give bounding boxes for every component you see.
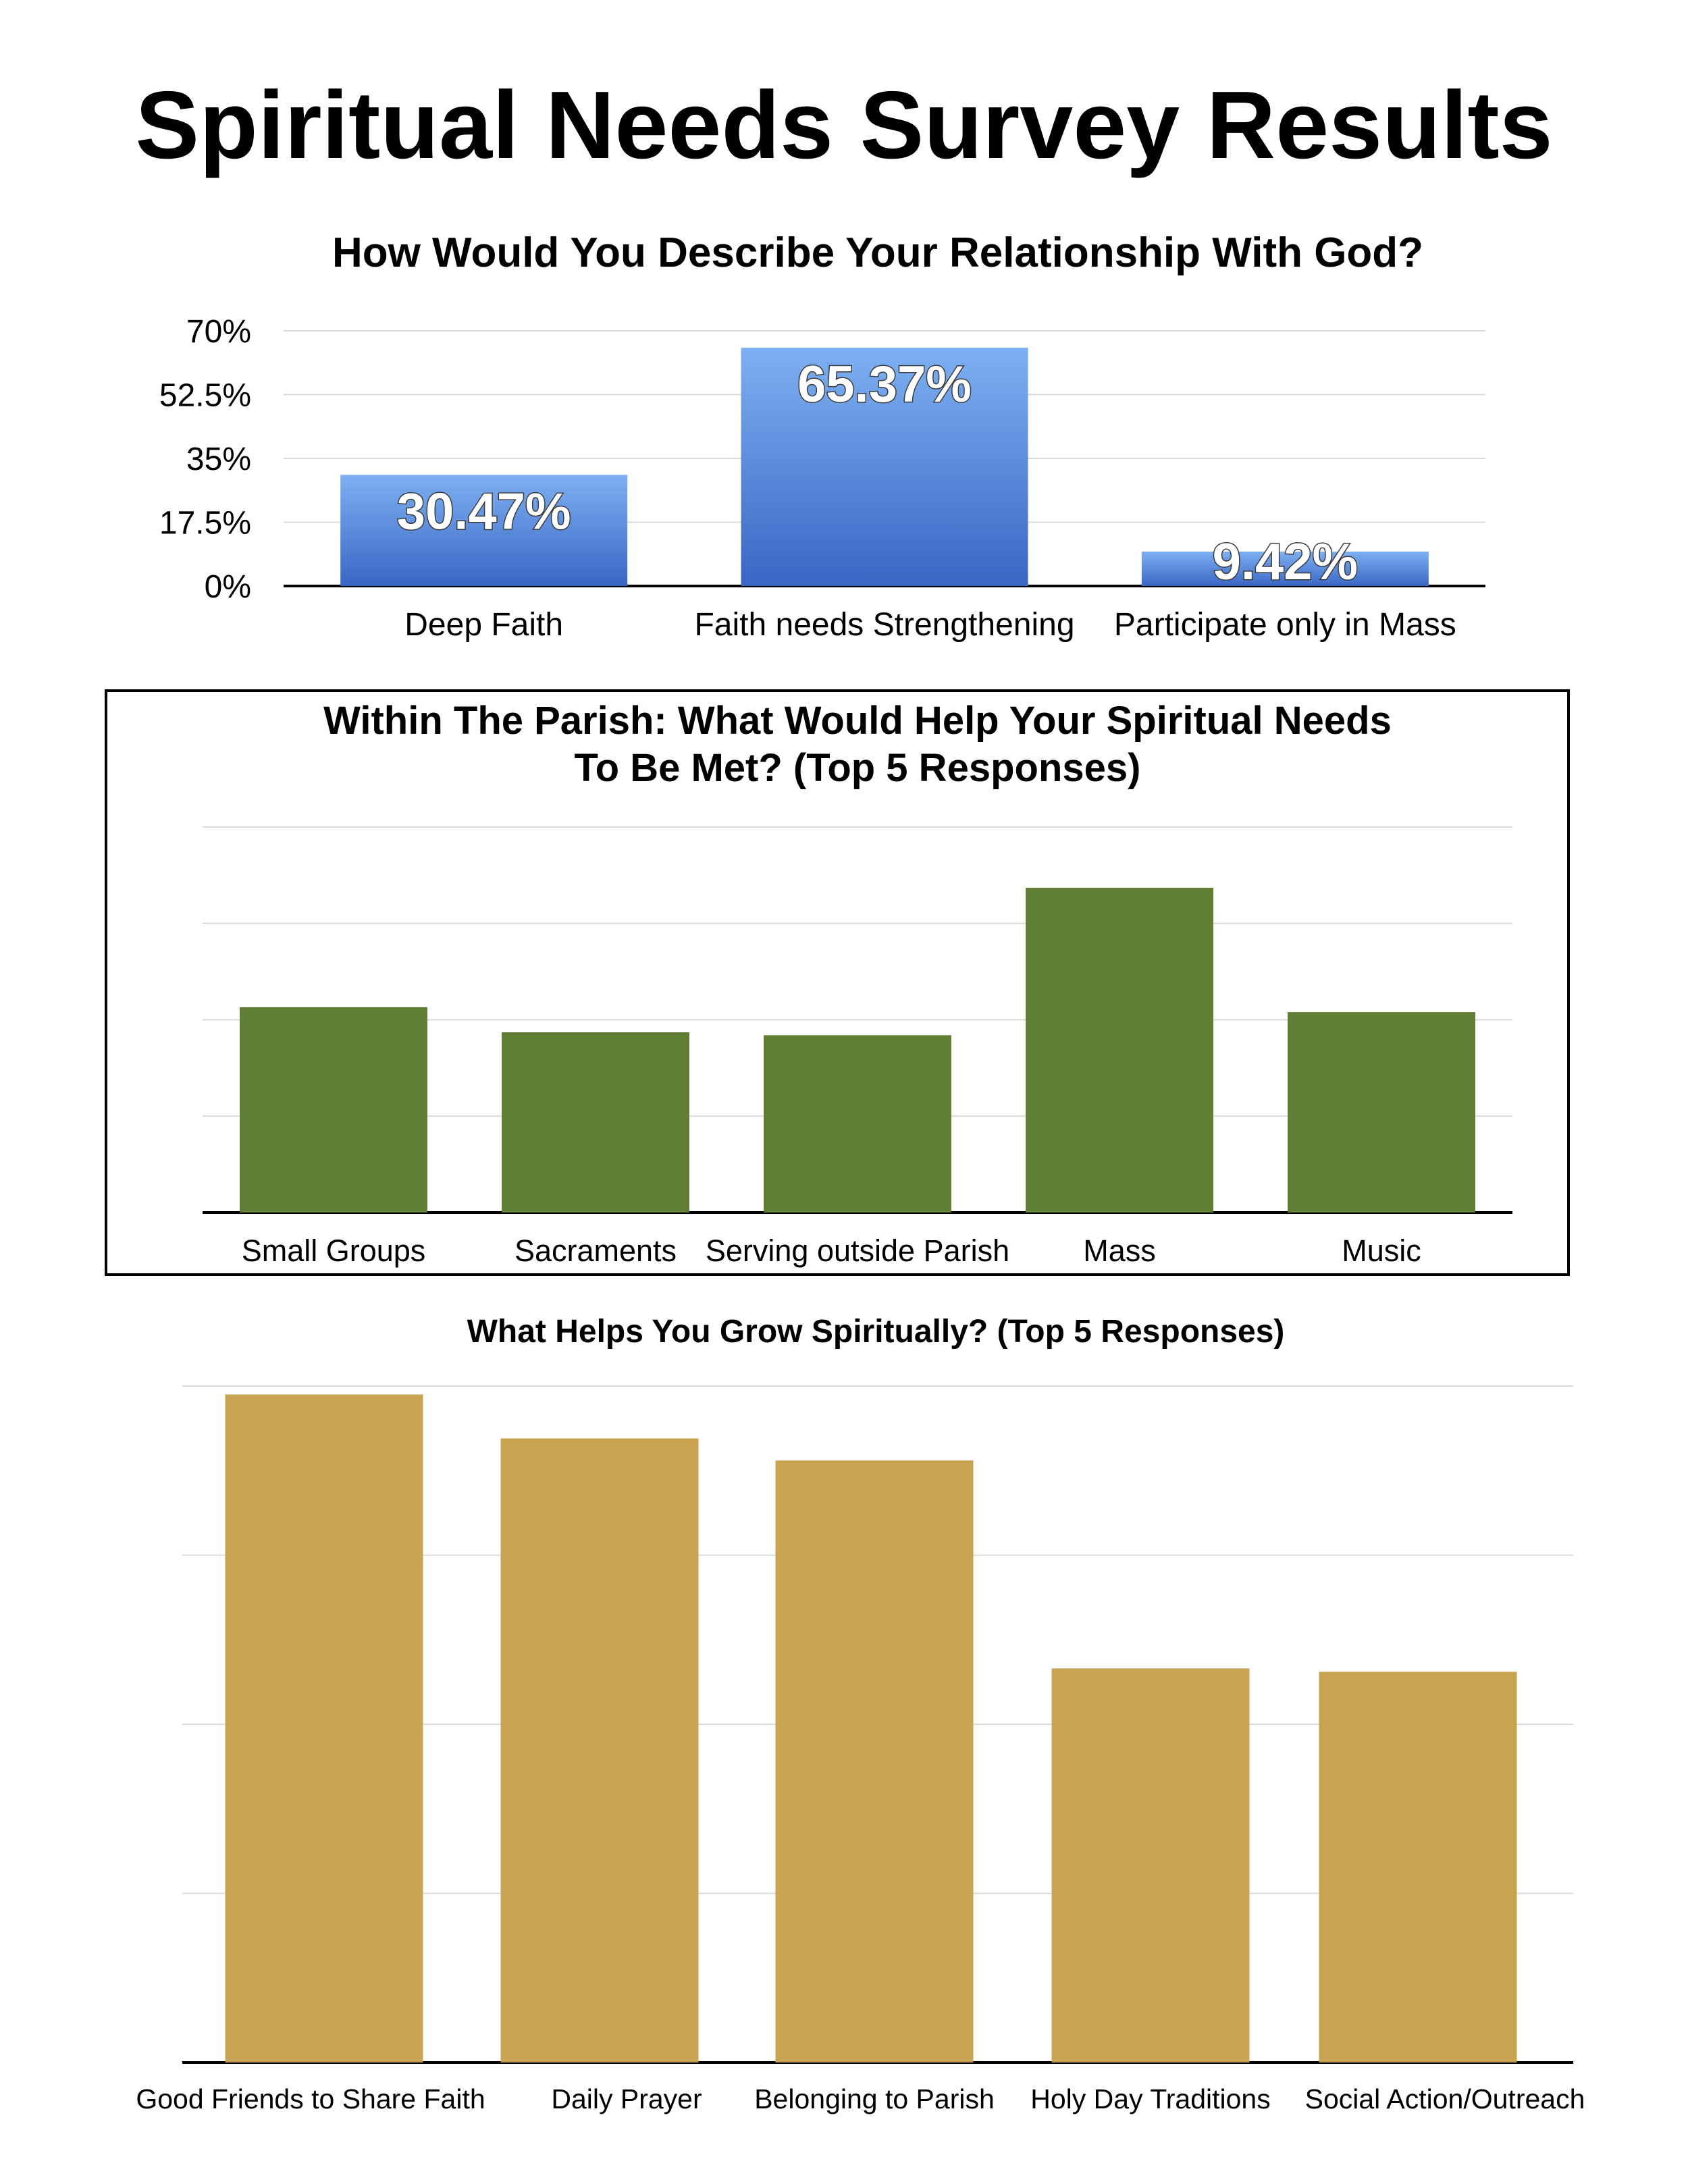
chart-title-line2: To Be Met? (Top 5 Responses) bbox=[574, 746, 1141, 790]
x-tick-label: Faith needs Strengthening bbox=[694, 607, 1075, 643]
x-tick-label: Belonging to Parish bbox=[754, 2083, 995, 2114]
x-tick-label: Participate only in Mass bbox=[1113, 607, 1456, 643]
x-tick-label: Sacraments bbox=[514, 1233, 677, 1268]
y-tick-label: 17.5% bbox=[159, 505, 251, 541]
x-tick-label: Serving outside Parish bbox=[705, 1233, 1010, 1268]
y-tick-label: 52.5% bbox=[159, 377, 251, 414]
x-tick-label: Mass bbox=[1083, 1233, 1156, 1268]
x-tick-label: Daily Prayer bbox=[551, 2083, 702, 2114]
y-tick-label: 35% bbox=[186, 442, 251, 477]
chart-title: What Helps You Grow Spiritually? (Top 5 Responses) bbox=[467, 1314, 1285, 1350]
bar bbox=[501, 1439, 699, 2062]
x-tick-label: Holy Day Traditions bbox=[1030, 2083, 1271, 2114]
y-tick-label: 0% bbox=[204, 569, 251, 605]
bar bbox=[1026, 888, 1213, 1213]
x-tick-label: Deep Faith bbox=[404, 607, 564, 643]
x-tick-label: Small Groups bbox=[241, 1233, 426, 1268]
data-label: 30.47% bbox=[396, 483, 571, 541]
x-tick-label: Social Action/Outreach bbox=[1304, 2083, 1585, 2114]
bar bbox=[226, 1395, 423, 2062]
chart-title: How Would You Describe Your Relationship With God? bbox=[332, 230, 1424, 276]
bar bbox=[764, 1035, 951, 1213]
bar bbox=[502, 1032, 689, 1213]
x-tick-label: Good Friends to Share Faith bbox=[136, 2083, 485, 2114]
parish-needs-chart bbox=[0, 689, 1688, 1283]
bar bbox=[776, 1460, 974, 2062]
bar bbox=[240, 1007, 427, 1213]
chart-title: Within The Parish: What Would Help Your Spiritual Needs bbox=[323, 699, 1392, 743]
x-tick-label: Music bbox=[1342, 1233, 1421, 1268]
y-tick-label: 70% bbox=[186, 314, 251, 350]
relationship-chart bbox=[0, 223, 1688, 668]
bar bbox=[1288, 1012, 1475, 1213]
bar bbox=[1052, 1668, 1250, 2062]
data-label: 65.37% bbox=[797, 356, 972, 414]
data-label: 9.42% bbox=[1212, 533, 1359, 591]
page-title: Spiritual Needs Survey Results bbox=[135, 72, 1553, 179]
bar bbox=[1319, 1672, 1517, 2062]
grow-spiritually-chart bbox=[0, 1303, 1688, 2181]
